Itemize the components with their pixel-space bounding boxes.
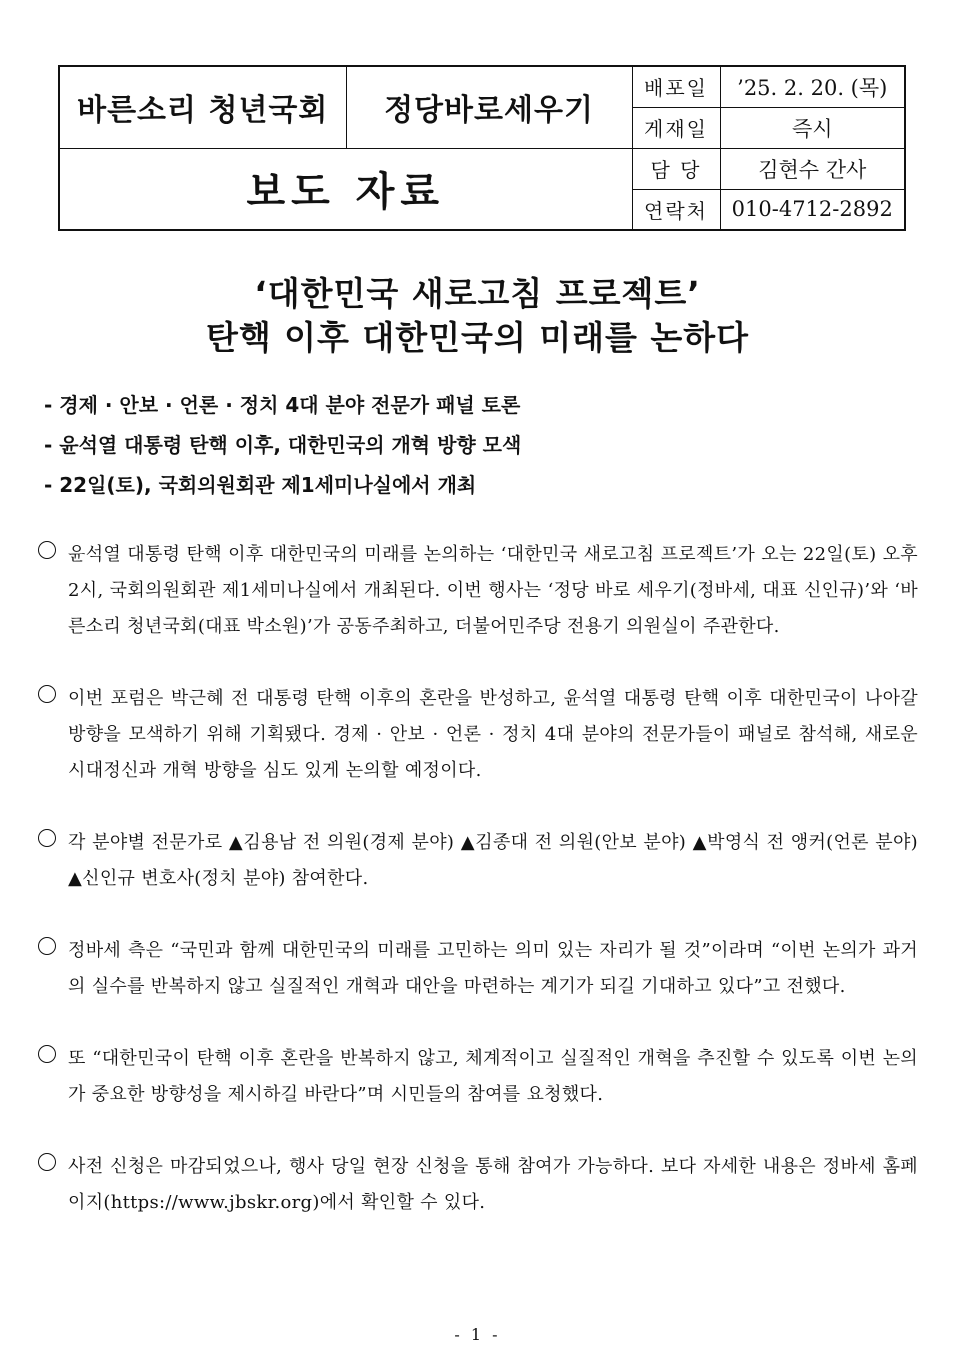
- summary-bullet: - 경제 · 안보 · 언론 · 정치 4대 분야 전문가 패널 토론: [44, 393, 521, 417]
- phone-value: 010-4712-2892: [720, 189, 905, 230]
- headline-line-1: ‘대한민국 새로고침 프로젝트’: [254, 274, 701, 313]
- body-paragraph: [38, 537, 918, 645]
- paragraph-text: 정바세 측은 “국민과 함께 대한민국의 미래를 고민하는 의미 있는 자리가 될 것”이라며 “이번 논의가 과거의 실수를 반복하지 않고 실질적인 개혁과 대안을 마련하는 계기가 되길 기대하고 있다”고 전했다.: [68, 940, 918, 997]
- org-name-2: 정당바로세우기: [346, 66, 632, 148]
- contact-person-label: 담 당: [632, 148, 720, 189]
- circle-bullet-icon: [38, 1153, 56, 1171]
- circle-bullet-icon: [38, 829, 56, 847]
- summary-bullets: [44, 385, 924, 505]
- body-paragraphs: [38, 537, 918, 1221]
- circle-bullet-icon: [38, 685, 56, 703]
- circle-bullet-icon: [38, 937, 56, 955]
- circle-bullet-icon: [38, 541, 56, 559]
- contact-person-value: 김현수 간사: [720, 148, 905, 189]
- summary-bullet: - 윤석열 대통령 탄핵 이후, 대한민국의 개혁 방향 모색: [44, 433, 522, 457]
- publish-date-label: 게재일: [632, 107, 720, 148]
- release-date-value: ’25. 2. 20. (목): [720, 66, 905, 107]
- page-number: - 1 -: [454, 1325, 501, 1344]
- summary-bullet: - 22일(토), 국회의원회관 제1세미나실에서 개최: [44, 473, 477, 497]
- body-paragraph: [38, 1149, 918, 1221]
- paragraph-text: 사전 신청은 마감되었으나, 행사 당일 현장 신청을 통해 참여가 가능하다. 보다 자세한 내용은 정바세 홈페이지(https://www.jbskr.org)에서 확인할 수 있다.: [68, 1156, 918, 1213]
- publish-date-value: 즉시: [720, 107, 905, 148]
- body-paragraph: [38, 1041, 918, 1113]
- body-paragraph: [38, 825, 918, 897]
- body-paragraph: [38, 681, 918, 789]
- circle-bullet-icon: [38, 1045, 56, 1063]
- headline-line-2: 탄핵 이후 대한민국의 미래를 논하다: [205, 318, 750, 357]
- release-date-label: 배포일: [632, 66, 720, 107]
- press-release-label: 보도 자료: [59, 148, 632, 230]
- paragraph-text: 또 “대한민국이 탄핵 이후 혼란을 반복하지 않고, 체계적이고 실질적인 개혁을 추진할 수 있도록 이번 논의가 중요한 방향성을 제시하길 바란다”며 시민들의 참여를 요청했다.: [68, 1048, 918, 1105]
- phone-label: 연락처: [632, 189, 720, 230]
- paragraph-text: 각 분야별 전문가로 ▲김용남 전 의원(경제 분야) ▲김종대 전 의원(안보 분야) ▲박영식 전 앵커(언론 분야) ▲신인규 변호사(정치 분야) 참여한다.: [68, 832, 918, 889]
- paragraph-text: 윤석열 대통령 탄핵 이후 대한민국의 미래를 논의하는 ‘대한민국 새로고침 프로젝트’가 오는 22일(토) 오후 2시, 국회의원회관 제1세미나실에서 개최된다. 이번 행사는 ‘정당 바로 세우기(정바세, 대표 신인규)’와 ‘바른소리 청년국회(대표 박소원)’가 공동주최하고, 더불어민주당 전용기 의원실이 주관한다.: [68, 544, 918, 637]
- body-paragraph: [38, 933, 918, 1005]
- press-header-table: [58, 65, 906, 231]
- paragraph-text: 이번 포럼은 박근혜 전 대통령 탄핵 이후의 혼란을 반성하고, 윤석열 대통령 탄핵 이후 대한민국이 나아갈 방향을 모색하기 위해 기획됐다. 경제 · 안보 · 언론 · 정치 4대 분야의 전문가들이 패널로 참석해, 새로운 시대정신과 개혁 방향을 심도 있게 논의할 예정이다.: [68, 688, 918, 781]
- org-name: 바른소리 청년국회: [59, 66, 346, 148]
